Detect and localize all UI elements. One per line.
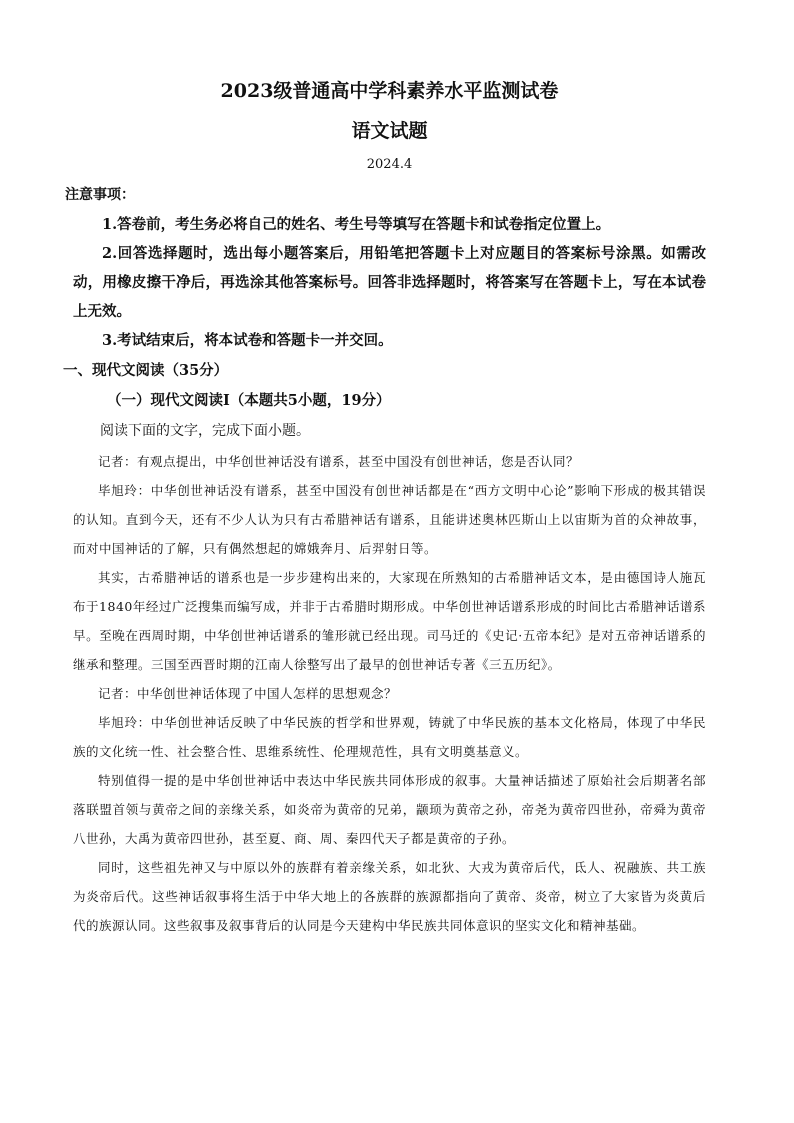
passage-paragraph: 记者：有观点提出，中华创世神话没有谱系，甚至中国没有创世神话，您是否认同？ [98,454,580,469]
exam-title: 2023级普通高中学科素养水平监测试卷 [220,80,559,102]
notice-list [73,210,706,355]
passage-paragraph: 毕旭玲：中华创世神话没有谱系，甚至中国没有创世神话都是在“西方文明中心论”影响下形成的极其错误的认知。直到今天，还有不少人认为只有古希腊神话有谱系，且能讲述奥林匹斯山上以宙斯为首的众神故事，而对中国神话的了解，只有偶然想起的嫦娥奔月、后羿射日等。 [73,483,706,556]
passage-paragraph: 特别值得一提的是中华创世神话中表达中华民族共同体形成的叙事。大量神话描述了原始社会后期著名部落联盟首领与黄帝之间的亲缘关系，如炎帝为黄帝的兄弟，颛顼为黄帝之孙，帝尧为黄帝四世孙，帝舜为黄帝八世孙，大禹为黄帝四世孙，甚至夏、商、周、秦四代天子都是黄帝的子孙。 [73,773,706,846]
exam-date: 2024.4 [366,157,413,172]
passage-paragraph: 其实，古希腊神话的谱系也是一步步建构出来的，大家现在所熟知的古希腊神话文本，是由德国诗人施瓦布于1840年经过广泛搜集而编写成，并非于古希腊时期形成。中华创世神话谱系形成的时间比古希腊神话谱系早。至晚在西周时期，中华创世神话谱系的雏形就已经出现。司马迁的《史记·五帝本纪》是对五帝神话谱系的继承和整理。三国至西晋时期的江南人徐整写出了最早的创世神话专著《三五历纪》。 [73,570,706,672]
notice-item: 2.回答选择题时，选出每小题答案后，用铅笔把答题卡上对应题目的答案标号涂黑。如需改动，用橡皮擦干净后，再选涂其他答案标号。回答非选择题时，将答案写在答题卡上，写在本试卷上无效。 [73,245,706,320]
subject-title: 语文试题 [351,120,428,142]
reading-passage [73,447,706,940]
passage-paragraph: 同时，这些祖先神又与中原以外的族群有着亲缘关系，如北狄、大戎为黄帝后代，氐人、祝融族、共工族为炎帝后代。这些神话叙事将生活于中华大地上的各族群的族源都指向了黄帝、炎帝，树立了大家皆为炎黄后代的族源认同。这些叙事及叙事背后的认同是今天建构中华民族共同体意识的坚实文化和精神基础。 [73,860,706,933]
notice-item: 3.考试结束后，将本试卷和答题卡一并交回。 [102,332,393,349]
reading-instruction: 阅读下面的文字，完成下面小题。 [100,423,310,439]
subsection-heading: （一）现代文阅读Ⅰ（本题共5小题，19分） [107,392,391,409]
passage-paragraph: 记者：中华创世神话体现了中国人怎样的思想观念？ [98,686,398,701]
notice-item: 1.答卷前，考生务必将自己的姓名、考生号等填写在答题卡和试卷指定位置上。 [102,216,611,233]
section-heading: 一、现代文阅读（35分） [63,362,229,379]
passage-paragraph: 毕旭玲：中华创世神话反映了中华民族的哲学和世界观，铸就了中华民族的基本文化格局，体现了中华民族的文化统一性、社会整合性、思维系统性、伦理规范性，具有文明奠基意义。 [73,715,706,759]
notice-heading: 注意事项： [65,187,135,203]
